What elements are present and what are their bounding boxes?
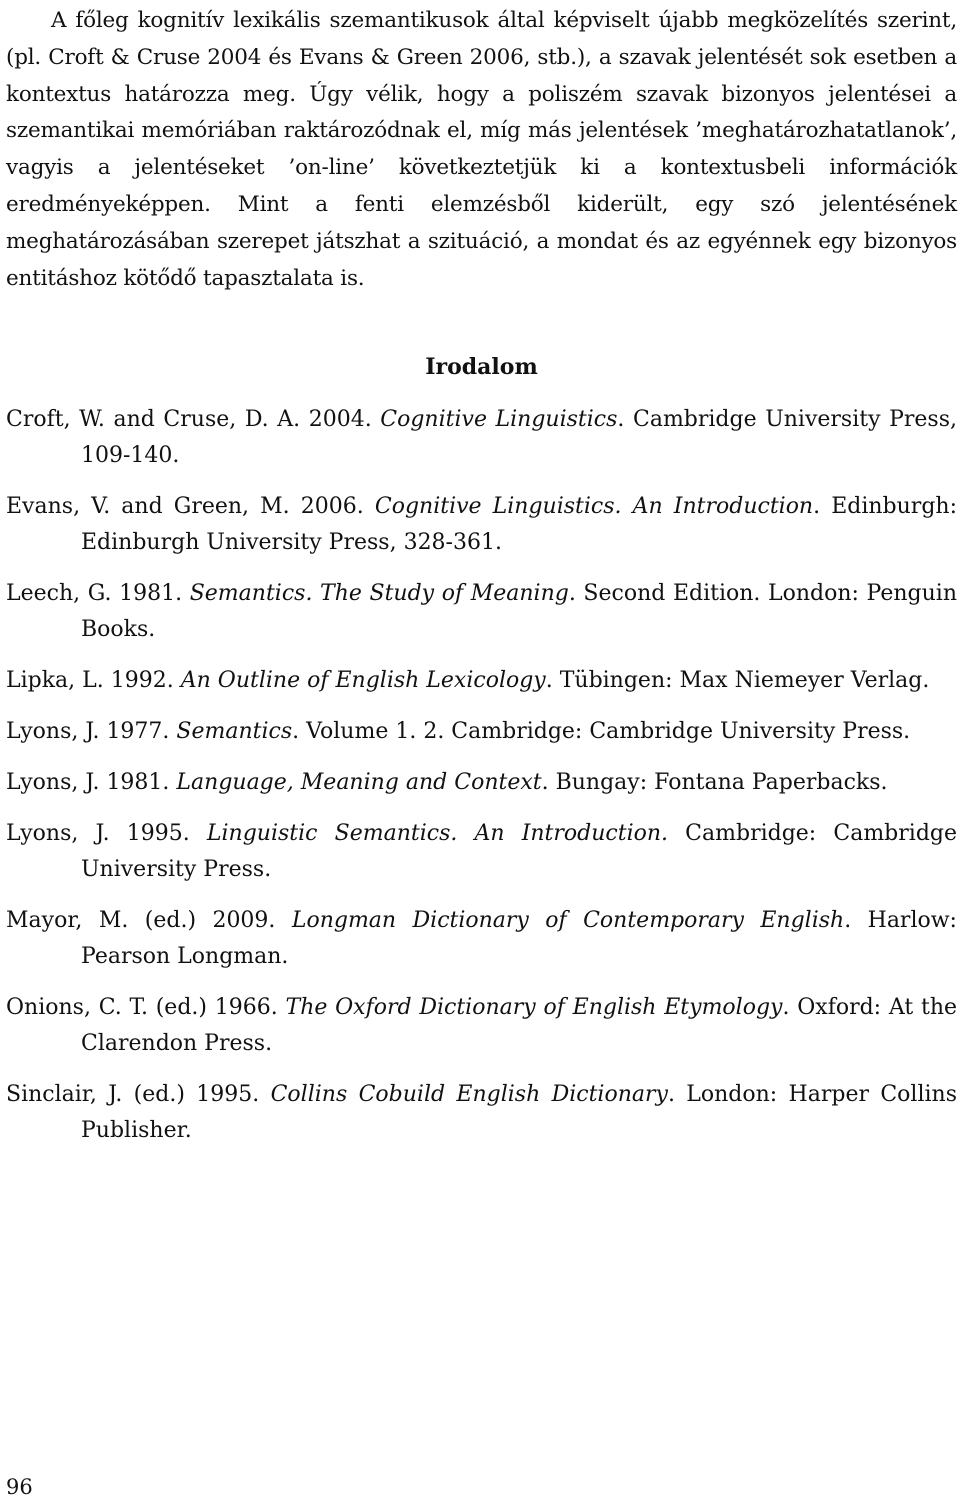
reference-publisher: . Tübingen: Max Niemeyer Verlag. <box>545 668 930 694</box>
reference-item <box>6 1077 957 1149</box>
section-title-irodalom: Irodalom <box>425 354 538 381</box>
reference-title: Longman Dictionary of Contemporary English <box>291 908 845 934</box>
reference-publisher: . Volume 1. 2. Cambridge: Cambridge University Press. <box>292 719 911 745</box>
reference-item <box>6 714 957 750</box>
reference-item <box>6 990 957 1062</box>
reference-item <box>6 765 957 801</box>
reference-title: The Oxford Dictionary of English Etymology <box>285 995 783 1021</box>
reference-publisher: . Edinburgh: Edinburgh University Press, 328-361. <box>81 494 957 556</box>
reference-authors: Lyons, J. 1995. <box>6 821 207 847</box>
reference-authors: Onions, C. T. (ed.) 1966. <box>6 995 286 1021</box>
body-paragraph: A főleg kognitív lexikális szemantikusok által képviselt újabb megközelítés szerint, (pl. Croft & Cruse 2004 és Evans & Green 2006, stb.), a szavak jelentését sok esetben a kontextus határozza meg. Úgy vélik, hogy a poliszém szavak bizonyos jelentései a szemantikai memóriában raktározódnak el, míg más jelentések ’meghatározhatatlanok’, vagyis a jelentéseket ’on-line’ következtetjük ki a kontextusbeli információk eredményeképpen. Mint a fenti elemzésből kiderült, egy szó jelentésének meghatározásában szerepet játszhat a szituáció, a mondat és az egyénnek egy bizonyos entitáshoz kötődő tapasztalata is. <box>6 8 957 291</box>
reference-authors: Leech, G. 1981. <box>6 581 190 607</box>
reference-title: Semantics <box>176 719 293 745</box>
reference-publisher: . Oxford: At the Clarendon Press. <box>81 995 958 1057</box>
reference-publisher: . Second Edition. London: Penguin Books. <box>81 581 958 643</box>
reference-list <box>6 402 957 1149</box>
reference-publisher: . Cambridge University Press, 109-140. <box>81 407 957 469</box>
reference-authors: Croft, W. and Cruse, D. A. 2004. <box>6 407 381 433</box>
reference-item <box>6 903 957 975</box>
reference-authors: Mayor, M. (ed.) 2009. <box>6 908 292 934</box>
reference-authors: Lipka, L. 1992. <box>6 668 181 694</box>
reference-title: Linguistic Semantics. An Introduction. <box>206 821 669 847</box>
reference-item <box>6 816 957 888</box>
reference-title: Language, Meaning and Context <box>176 770 542 796</box>
reference-authors: Sinclair, J. (ed.) 1995. <box>6 1082 271 1108</box>
reference-title: An Outline of English Lexicology <box>180 668 546 694</box>
reference-publisher: . London: Harper Collins Publisher. <box>81 1082 957 1144</box>
page-number: 96 <box>6 1475 33 1499</box>
reference-title: Cognitive Linguistics <box>380 407 618 433</box>
reference-title: Semantics. The Study of Meaning <box>189 581 569 607</box>
reference-item <box>6 663 957 699</box>
reference-publisher: Cambridge: Cambridge University Press. <box>81 821 958 883</box>
reference-title: Cognitive Linguistics. An Introduction <box>374 494 814 520</box>
reference-title: Collins Cobuild English Dictionary <box>270 1082 668 1108</box>
reference-authors: Lyons, J. 1977. <box>6 719 177 745</box>
reference-authors: Evans, V. and Green, M. 2006. <box>6 494 375 520</box>
reference-item <box>6 576 957 648</box>
reference-publisher: . Bungay: Fontana Paperbacks. <box>541 770 888 796</box>
reference-authors: Lyons, J. 1981. <box>6 770 177 796</box>
reference-item <box>6 402 957 474</box>
reference-publisher: . Harlow: Pearson Longman. <box>81 908 957 970</box>
reference-item <box>6 489 957 561</box>
